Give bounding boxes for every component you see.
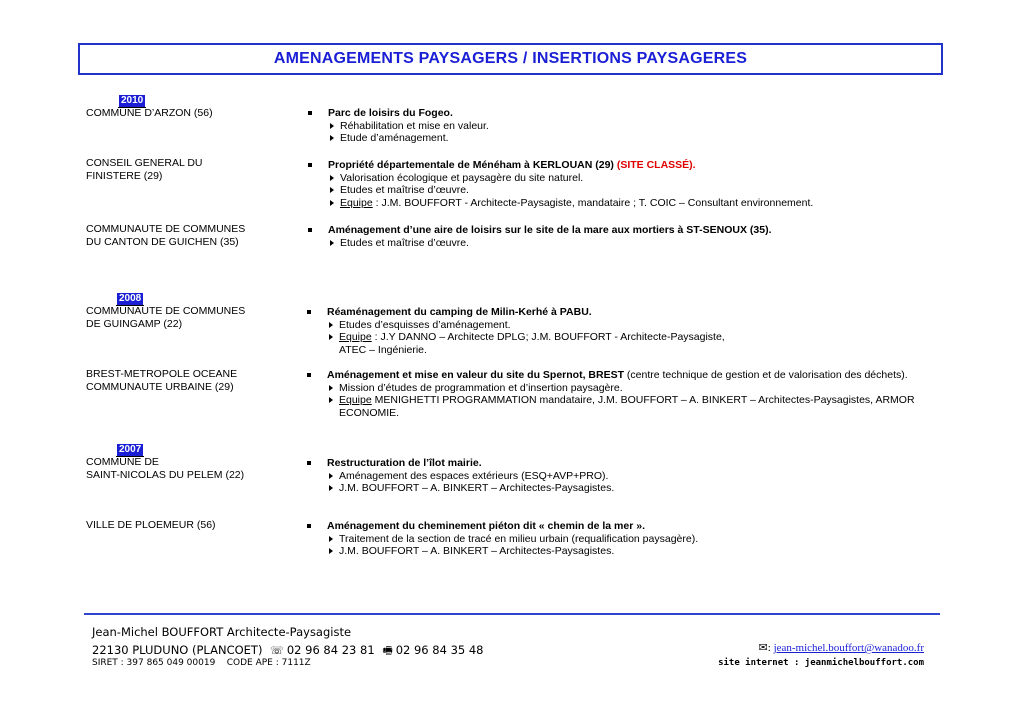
project-title: Parc de loisirs du Fogeo. — [328, 107, 489, 120]
arrow-right-icon — [329, 385, 333, 391]
footer-fax: 02 96 84 35 48 — [395, 643, 484, 657]
arrow-right-icon — [329, 473, 333, 479]
project-detail: Valorisation écologique et paysagère du site naturel. — [328, 172, 813, 185]
site-classe-label: (SITE CLASSÉ). — [616, 159, 696, 171]
arrow-right-icon — [329, 536, 333, 542]
arrow-right-icon — [329, 397, 333, 403]
year-badge-2008: 2008 — [119, 293, 142, 304]
year-badge-2007: 2007 — [119, 444, 142, 455]
footer-siret: SIRET : 397 865 049 00019 CODE APE : 7111Z — [92, 658, 311, 668]
footer-name: Jean-Michel BOUFFORT Architecte-Paysagiste — [92, 625, 352, 639]
project-title: Réaménagement du camping de Milin-Kerhé à PABU. — [327, 306, 725, 319]
project-detail: Etude d’aménagement. — [328, 132, 489, 145]
bullet-square-icon — [307, 310, 311, 314]
project-detail: J.M. BOUFFORT – A. BINKERT – Architectes-Paysagistes. — [327, 482, 614, 495]
arrow-right-icon — [330, 187, 334, 193]
project-team-cont: ATEC – Ingénierie. — [339, 343, 427, 356]
project-team: Equipe : J.M. BOUFFORT - Architecte-Paysagiste, mandataire ; T. COIC – Consultant environnement. — [328, 197, 813, 210]
bullet-square-icon — [307, 461, 311, 465]
email-link[interactable]: jean-michel.bouffort@wanadoo.fr — [773, 642, 924, 654]
project-detail: Traitement de la section de tracé en milieu urbain (requalification paysagère). — [327, 533, 698, 546]
project-team: Equipe : J.Y DANNO – Architecte DPLG; J.M. BOUFFORT - Architecte-Paysagiste, — [327, 331, 725, 344]
fax-icon: 🖷 — [382, 644, 393, 657]
project-title: Aménagement d’une aire de loisirs sur le site de la mare aux mortiers à ST-SENOUX (35). — [328, 224, 772, 237]
project-entry — [327, 369, 915, 419]
client-name: VILLE DE PLOEMEUR (56) — [86, 519, 216, 531]
phone-icon: ☏ — [270, 644, 284, 657]
footer-divider — [84, 613, 940, 615]
bullet-square-icon — [307, 373, 311, 377]
project-detail: Mission d’études de programmation et d’insertion paysagère. — [327, 382, 915, 395]
footer-phone: 02 96 84 23 81 — [286, 643, 375, 657]
project-detail: Etudes et maîtrise d’œuvre. — [328, 184, 813, 197]
arrow-right-icon — [330, 123, 334, 129]
client-name: COMMUNE DE SAINT-NICOLAS DU PELEM (22) — [86, 456, 245, 481]
bullet-square-icon — [308, 163, 312, 167]
client-name: COMMUNAUTE DE COMMUNES DU CANTON DE GUICHEN (35) — [86, 223, 246, 248]
footer-address: 22130 PLUDUNO (PLANCOET) — [92, 643, 263, 657]
footer-website: site internet : jeanmichelbouffort.com — [718, 658, 924, 668]
bullet-square-icon — [307, 524, 311, 528]
project-entry — [328, 159, 813, 209]
project-entry — [328, 224, 772, 249]
client-name: COMMUNAUTE DE COMMUNES DE GUINGAMP (22) — [86, 305, 246, 330]
year-badge-2010: 2010 — [121, 95, 144, 106]
project-entry — [328, 107, 489, 145]
arrow-right-icon — [329, 485, 333, 491]
footer-email: ✉: jean-michel.bouffort@wanadoo.fr — [758, 642, 924, 654]
project-detail: Etudes et maîtrise d’œuvre. — [328, 237, 772, 250]
arrow-right-icon — [330, 200, 334, 206]
arrow-right-icon — [330, 240, 334, 246]
project-team: Equipe MENIGHETTI PROGRAMMATION mandataire, J.M. BOUFFORT – A. BINKERT – Architectes-Paysagistes, ARMOR — [327, 394, 915, 407]
client-name: COMMUNE D’ARZON (56) — [86, 107, 213, 119]
project-team-cont: ECONOMIE. — [339, 406, 400, 419]
page-title: AMENAGEMENTS PAYSAGERS / INSERTIONS PAYSAGERES — [273, 50, 748, 67]
project-entry — [327, 457, 614, 495]
project-title: Propriété départementale de Ménéham à KERLOUAN (29) (SITE CLASSÉ). — [328, 159, 813, 172]
project-title: Aménagement et mise en valeur du site du Spernot, BREST (centre technique de gestion et de valorisation des déchets). — [327, 369, 915, 382]
project-detail: J.M. BOUFFORT – A. BINKERT – Architectes-Paysagistes. — [327, 545, 698, 558]
project-detail: Aménagement des espaces extérieurs (ESQ+AVP+PRO). — [327, 470, 614, 483]
arrow-right-icon — [330, 135, 334, 141]
title-box — [78, 43, 943, 75]
arrow-right-icon — [330, 175, 334, 181]
project-detail: Réhabilitation et mise en valeur. — [328, 120, 489, 133]
arrow-right-icon — [329, 548, 333, 554]
project-title: Restructuration de l’îlot mairie. — [327, 457, 614, 470]
mail-icon: ✉ — [758, 642, 768, 654]
arrow-right-icon — [329, 334, 333, 340]
arrow-right-icon — [329, 322, 333, 328]
bullet-square-icon — [308, 228, 312, 232]
client-name: BREST-METROPOLE OCEANE COMMUNAUTE URBAINE (29) — [86, 368, 238, 393]
project-detail: Etudes d’esquisses d’aménagement. — [327, 319, 725, 332]
client-name: CONSEIL GENERAL DU FINISTERE (29) — [86, 157, 203, 182]
project-entry — [327, 520, 698, 558]
bullet-square-icon — [308, 111, 312, 115]
project-title: Aménagement du cheminement piéton dit « chemin de la mer ». — [327, 520, 698, 533]
project-entry — [327, 306, 725, 356]
